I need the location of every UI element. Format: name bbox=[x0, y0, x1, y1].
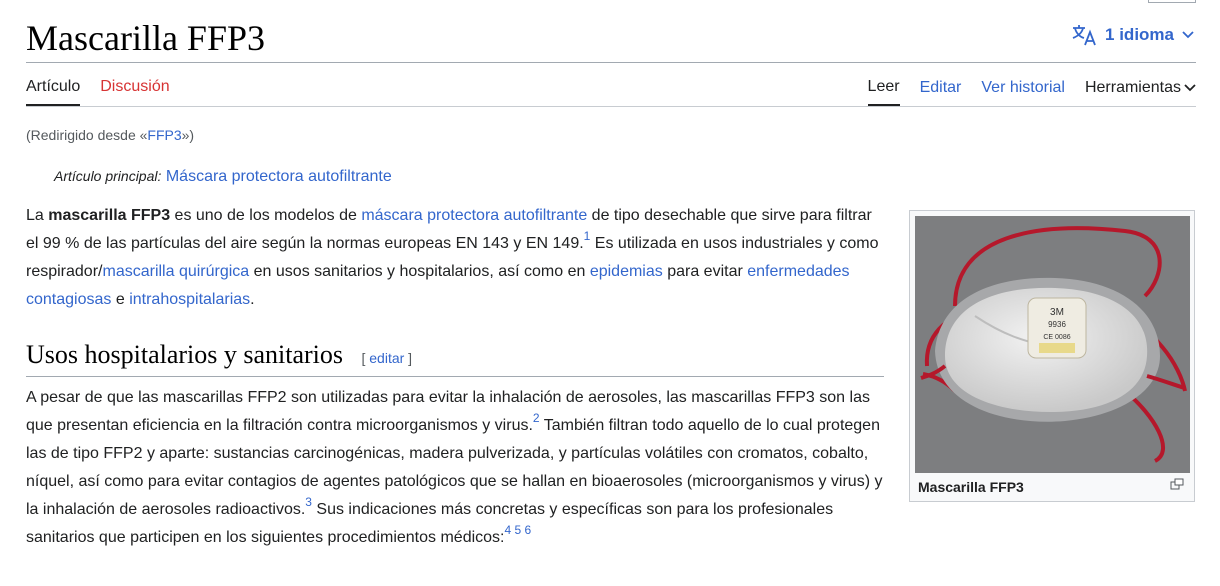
text: en usos sanitarios y hospitalarios, así como en bbox=[249, 263, 590, 280]
chevron-down-icon bbox=[1184, 79, 1196, 97]
link-enfermedades-contagiosas[interactable]: enfermedades contagiosas bbox=[26, 263, 850, 308]
redirect-notice bbox=[26, 127, 194, 143]
reference-3[interactable]: 3 bbox=[305, 494, 312, 509]
bold-term: mascarilla FFP3 bbox=[48, 207, 171, 224]
mask-model: 9936 bbox=[1048, 320, 1066, 329]
section-paragraph bbox=[26, 384, 886, 552]
edit-section-link[interactable]: editar bbox=[369, 350, 405, 366]
enlarge-icon[interactable] bbox=[1170, 477, 1184, 495]
link-mascarilla-quirurgica[interactable]: mascarilla quirúrgica bbox=[102, 263, 250, 280]
link-intrahospitalarias[interactable]: intrahospitalarias bbox=[129, 291, 251, 308]
text: La bbox=[26, 207, 49, 224]
translate-icon bbox=[1071, 24, 1097, 46]
namespace-tabs bbox=[26, 78, 170, 106]
text: Es utilizada en usos industriales y como respirador/ bbox=[26, 235, 879, 280]
view-tabs bbox=[868, 78, 1196, 106]
section-edit bbox=[361, 350, 412, 366]
text: También filtran todo aquello de lo cual protegen las de tipo FFP2 y aparte: sustancias carcinogénicas, madera pulverizada, y partículas volátiles con cromatos, cobalto, níquel, así como para evitar contagios de agentes patológicos que se hallan en bioaerosoles (microorganismos y virus) y la inhalación de aerosoles radioactivos. bbox=[26, 417, 883, 518]
link-mascara[interactable]: máscara protectora autofiltrante bbox=[361, 207, 588, 224]
hatnote-label: Artículo principal: bbox=[54, 168, 162, 184]
text: de tipo desechable que sirve para filtrar el 99 % de las partículas del aire según la normas europeas EN 143 y EN 149. bbox=[26, 207, 872, 252]
section-heading bbox=[26, 340, 884, 377]
edit-bracket: [ bbox=[361, 350, 370, 366]
redirect-suffix: ») bbox=[181, 127, 195, 143]
text: A pesar de que las mascarillas FFP2 son utilizadas para evitar la inhalación de aerosoles, las mascarillas FFP3 son las que presentan eficiencia en la filtración contra microorganismos y virus. bbox=[26, 389, 870, 434]
reference-6[interactable]: 6 bbox=[524, 522, 532, 537]
reference-4[interactable]: 4 bbox=[504, 522, 512, 537]
top-frame-fragment bbox=[1148, 0, 1196, 3]
intro-paragraph bbox=[26, 202, 886, 314]
edit-bracket: ] bbox=[404, 350, 413, 366]
page-title: Mascarilla FFP3 bbox=[26, 18, 265, 58]
infobox-caption: Mascarilla FFP3 bbox=[918, 479, 1024, 495]
tools-menu-label: Herramientas bbox=[1084, 79, 1181, 96]
mask-image[interactable] bbox=[915, 216, 1190, 473]
text: para evitar bbox=[662, 263, 748, 280]
tools-menu[interactable] bbox=[1085, 79, 1196, 105]
text: es uno de los modelos de bbox=[170, 207, 362, 224]
link-epidemias[interactable]: epidemias bbox=[589, 263, 663, 280]
reference-1[interactable]: 1 bbox=[583, 228, 591, 243]
mask-mark: CE 0086 bbox=[1043, 334, 1071, 341]
text: Sus indicaciones más concretas y específicas son para los profesionales sanitarios que participen en los siguientes procedimientos médicos: bbox=[26, 501, 834, 546]
chevron-down-icon bbox=[1182, 31, 1194, 39]
tab-leer[interactable]: Leer bbox=[868, 78, 900, 106]
hatnote-link[interactable]: Máscara protectora autofiltrante bbox=[165, 168, 392, 185]
language-button-label: 1 idioma bbox=[1105, 25, 1174, 44]
redirect-link[interactable]: FFP3 bbox=[147, 127, 182, 143]
tab-articulo[interactable]: Artículo bbox=[26, 78, 80, 106]
hatnote bbox=[54, 168, 392, 186]
mask-brand: 3M bbox=[1050, 307, 1064, 318]
language-button[interactable] bbox=[1071, 24, 1194, 46]
reference-5[interactable]: 5 bbox=[514, 522, 522, 537]
tabs-divider bbox=[26, 106, 1196, 107]
text: . bbox=[250, 291, 255, 308]
title-divider bbox=[26, 62, 1196, 63]
text: e bbox=[111, 291, 130, 308]
infobox bbox=[909, 210, 1195, 502]
section-title: Usos hospitalarios y sanitarios bbox=[26, 340, 344, 369]
tab-ver-historial[interactable]: Ver historial bbox=[981, 79, 1065, 96]
reference-2[interactable]: 2 bbox=[532, 410, 540, 425]
tab-discusion[interactable]: Discusión bbox=[100, 78, 170, 95]
redirect-prefix: (Redirigido desde « bbox=[26, 127, 148, 143]
tab-editar[interactable]: Editar bbox=[919, 79, 962, 96]
